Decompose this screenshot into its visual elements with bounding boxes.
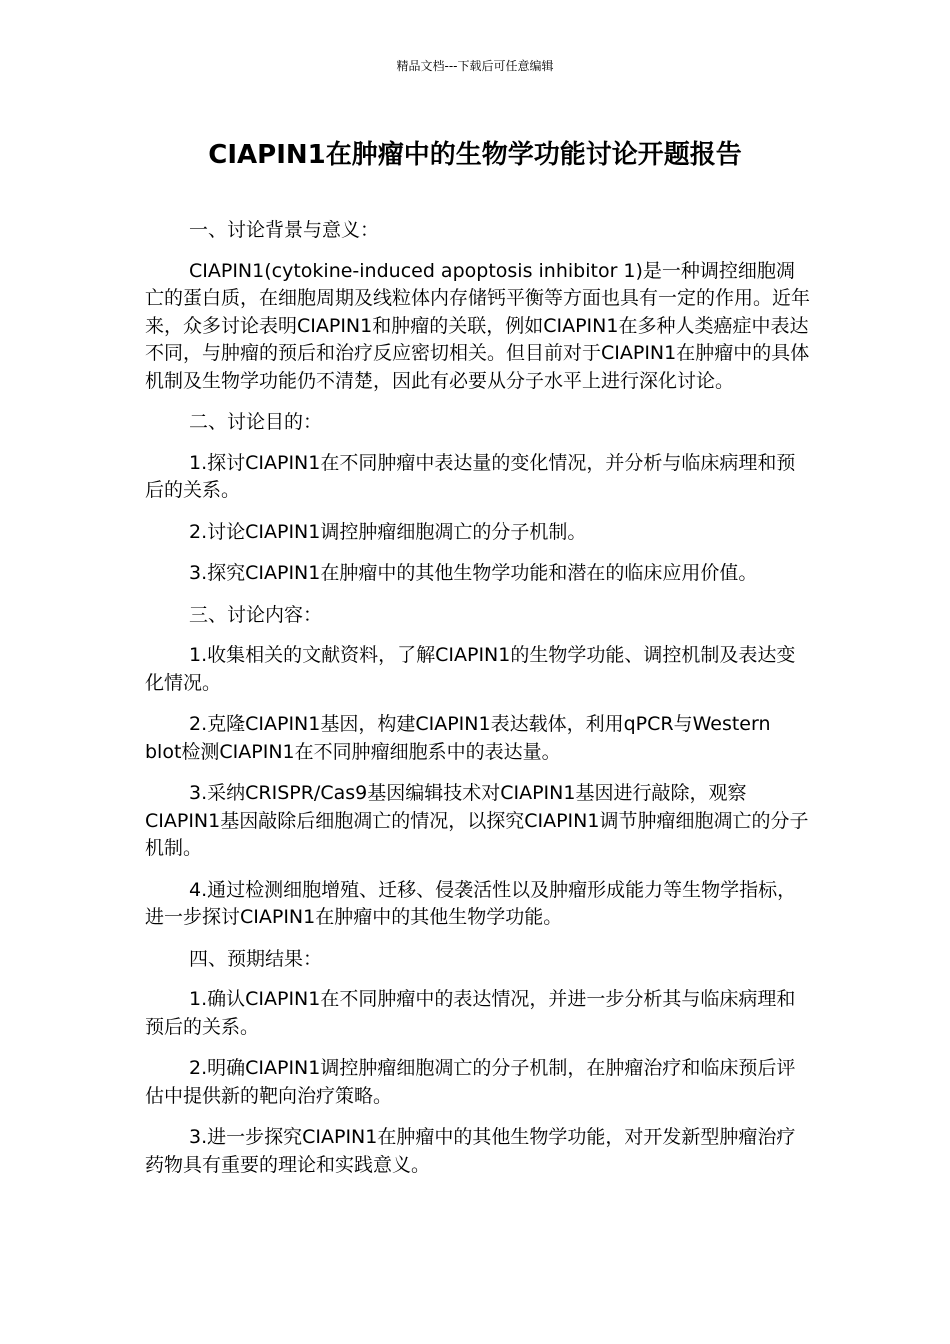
content-item: 1.收集相关的文献资料，了解CIAPIN1的生物学功能、调控机制及表达变化情况。 [145,644,796,694]
section-heading-purpose: 二、讨论目的： [189,411,323,433]
document-body [145,217,810,1193]
section-heading-background: 一、讨论背景与意义： [189,219,380,241]
page-header: 精品文档---下载后可任意编辑 [396,59,554,73]
purpose-item: 3.探究CIAPIN1在肿瘤中的其他生物学功能和潜在的临床应用价值。 [189,562,758,584]
background-paragraph: CIAPIN1(cytokine-induced apoptosis inhibitor 1)是一种调控细胞凋亡的蛋白质，在细胞周期及线粒体内存储钙平衡等方面也具有一定的作用。近年来，众多讨论表明CIAPIN1和肿瘤的关联，例如CIAPIN1在多种人类癌症中表达不同，与肿瘤的预后和治疗反应密切相关。但目前对于CIAPIN1在肿瘤中的具体机制及生物学功能仍不清楚，因此有必要从分子水平上进行深化讨论。 [145,259,811,392]
purpose-item: 2.讨论CIAPIN1调控肿瘤细胞凋亡的分子机制。 [189,520,587,543]
result-item: 1.确认CIAPIN1在不同肿瘤中的表达情况，并进一步分析其与临床病理和预后的关系。 [145,988,796,1038]
section-heading-content: 三、讨论内容： [189,603,323,626]
document-title: CIAPIN1在肿瘤中的生物学功能讨论开题报告 [208,140,742,170]
result-item: 2.明确CIAPIN1调控肿瘤细胞凋亡的分子机制，在肿瘤治疗和临床预后评估中提供新的靶向治疗策略。 [145,1057,796,1107]
result-item: 3.进一步探究CIAPIN1在肿瘤中的其他生物学功能，对开发新型肿瘤治疗药物具有重要的理论和实践意义。 [145,1126,796,1176]
content-item: 4.通过检测细胞增殖、迁移、侵袭活性以及肿瘤形成能力等生物学指标，进一步探讨CIAPIN1在肿瘤中的其他生物学功能。 [145,878,797,928]
content-item: 3.采纳CRISPR/Cas9基因编辑技术对CIAPIN1基因进行敲除，观察CIAPIN1基因敲除后细胞凋亡的情况，以探究CIAPIN1调节肿瘤细胞凋亡的分子机制。 [145,782,809,859]
content-item: 2.克隆CIAPIN1基因，构建CIAPIN1表达载体，利用qPCR与Western blot检测CIAPIN1在不同肿瘤细胞系中的表达量。 [145,713,771,763]
section-heading-results: 四、预期结果： [189,947,323,970]
purpose-item: 1.探讨CIAPIN1在不同肿瘤中表达量的变化情况，并分析与临床病理和预后的关系。 [145,451,796,501]
